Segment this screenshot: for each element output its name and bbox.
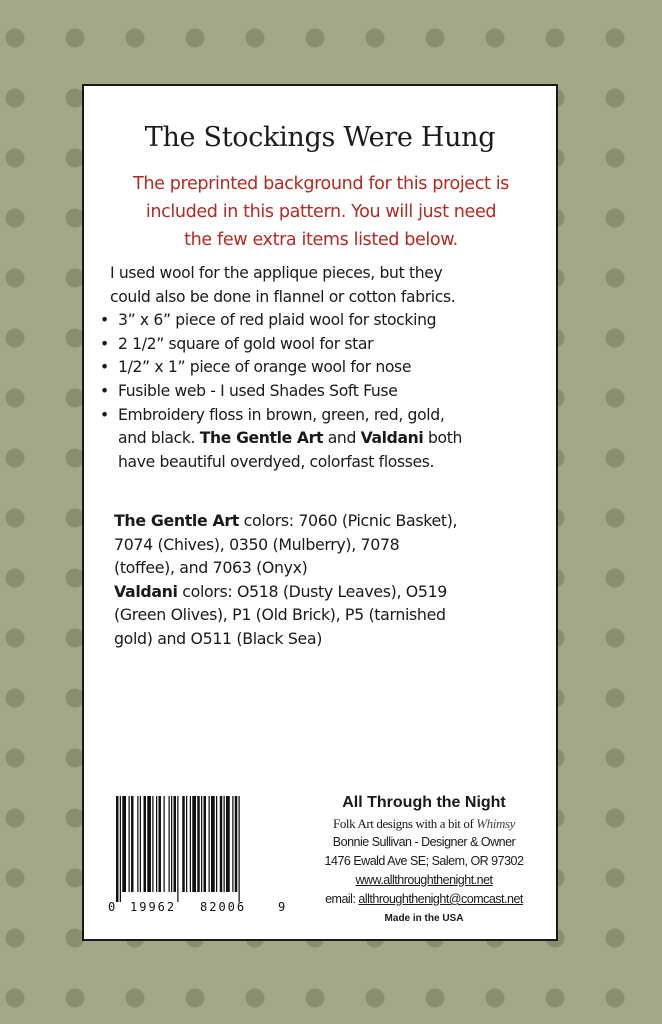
valdani-text: colors: O518 (Dusty Leaves), O519 (177, 581, 447, 601)
valdani-colors-line: gold) and O511 (Black Sea) (114, 628, 323, 648)
intro-line: included in this pattern. You will just need (145, 202, 497, 222)
barcode-bar (177, 796, 178, 902)
barcode-bar (174, 796, 177, 892)
barcode-bar (159, 796, 162, 892)
list-item (100, 404, 546, 475)
list-item (100, 309, 546, 333)
barcode-digit-last: 9 (278, 900, 286, 914)
barcode-bar (122, 796, 126, 892)
company-tagline (294, 814, 554, 833)
barcode-group-left: 19962 (130, 900, 177, 914)
brand-gentle-art: The Gentle Art (199, 429, 324, 448)
brand-valdani: Valdani (360, 429, 424, 448)
website-link[interactable]: www.allthroughthenight.net (355, 873, 493, 887)
list-item-text: 3” x 6” piece of red plaid wool for stocking (118, 311, 437, 330)
barcode-bar (116, 796, 119, 902)
designer: Bonnie Sullivan - Designer & Owner (332, 835, 516, 849)
bullet-icon: • (100, 381, 109, 400)
list-item-text: 1/2” x 1” piece of orange wool for nose (118, 358, 412, 377)
gentle-art-label: The Gentle Art (114, 511, 240, 530)
barcode-bar (131, 796, 134, 892)
intro-line: the few extra items listed below. (184, 230, 458, 250)
company-info (294, 792, 554, 927)
gentle-art-text: colors: 7060 (Picnic Basket), (239, 511, 458, 530)
bullet-icon: • (100, 358, 109, 377)
bullet-icon: • (100, 311, 109, 330)
intro-line: The preprinted background for this project is (133, 174, 509, 194)
floss-line-1: Embroidery floss in brown, green, red, gold, (118, 405, 445, 424)
barcode-bar (137, 796, 138, 892)
barcode-bar (192, 796, 196, 892)
barcode-bar (182, 796, 185, 892)
page-title: The Stockings Were Hung (144, 122, 496, 153)
company-name: All Through the Night (342, 794, 506, 811)
barcode-bar (140, 796, 141, 892)
made-in: Made in the USA (384, 913, 464, 924)
barcode-bar (169, 796, 170, 892)
barcode-bar (186, 796, 187, 892)
barcode-bar (197, 796, 200, 892)
barcode-bar (144, 796, 147, 892)
floss-text: both (423, 429, 463, 448)
bullet-icon: • (100, 334, 109, 353)
barcode-bar (152, 796, 153, 892)
barcode-bar (211, 796, 215, 892)
tagline-text: Folk Art designs with a bit of (332, 816, 477, 831)
barcode-bar (147, 796, 151, 892)
barcode-bar (209, 796, 210, 892)
email-label: email: (325, 892, 359, 906)
list-item (100, 380, 546, 404)
bullet-icon: • (100, 405, 109, 424)
address: 1476 Ewald Ave SE; Salem, OR 97302 (324, 854, 524, 868)
tagline-whimsy: Whimsy (476, 816, 515, 831)
list-item (100, 333, 546, 357)
gentle-art-colors (114, 509, 546, 533)
barcode-bar (226, 796, 230, 892)
barcode-bar (171, 796, 172, 892)
description (110, 262, 546, 309)
email (294, 890, 554, 909)
barcode-bar (156, 796, 157, 892)
gentle-art-colors-line: 7074 (Chives), 0350 (Mulberry), 7078 (114, 534, 400, 554)
pattern-back-card (82, 84, 558, 941)
barcode-bar (204, 796, 207, 892)
barcode-group-right: 82006 (200, 900, 247, 914)
barcode-bar (164, 796, 165, 892)
floss-colors (114, 509, 546, 651)
email-link[interactable]: allthroughthenight@comcast.net (358, 892, 523, 906)
barcode-bar (216, 796, 217, 892)
description-line: could also be done in flannel or cotton fabrics. (110, 287, 456, 306)
materials-section (100, 262, 546, 474)
supplies-list (100, 309, 546, 474)
floss-line-2 (118, 427, 546, 451)
gentle-art-colors-line: (toffee), and 7063 (Onyx) (114, 558, 308, 578)
barcode-bar (201, 796, 202, 892)
valdani-colors (114, 580, 546, 604)
barcode-bar (129, 796, 130, 892)
barcode-digit-first: 0 (108, 900, 116, 914)
floss-text: and (323, 429, 361, 448)
valdani-label: Valdani (114, 581, 178, 601)
intro-text (100, 170, 542, 254)
list-item-text: 2 1/2” square of gold wool for star (118, 334, 374, 353)
barcode-bar (190, 796, 191, 892)
valdani-colors-line: (Green Olives), P1 (Old Brick), P5 (tarnished (114, 605, 446, 625)
floss-line-3: have beautiful overdyed, colorfast flosses. (118, 452, 435, 471)
barcode-bar (235, 796, 238, 892)
barcode-bars (116, 796, 276, 902)
barcode-bar (224, 796, 225, 892)
list-item-text: Fusible web - I used Shades Soft Fuse (118, 381, 398, 400)
barcode-bar (232, 796, 233, 892)
barcode-bar (220, 796, 223, 892)
barcode-bar (239, 796, 240, 902)
barcode (108, 796, 284, 916)
description-line: I used wool for the applique pieces, but they (110, 264, 443, 282)
barcode-bar (120, 796, 121, 902)
floss-text: and black. (118, 429, 200, 448)
list-item (100, 356, 546, 380)
